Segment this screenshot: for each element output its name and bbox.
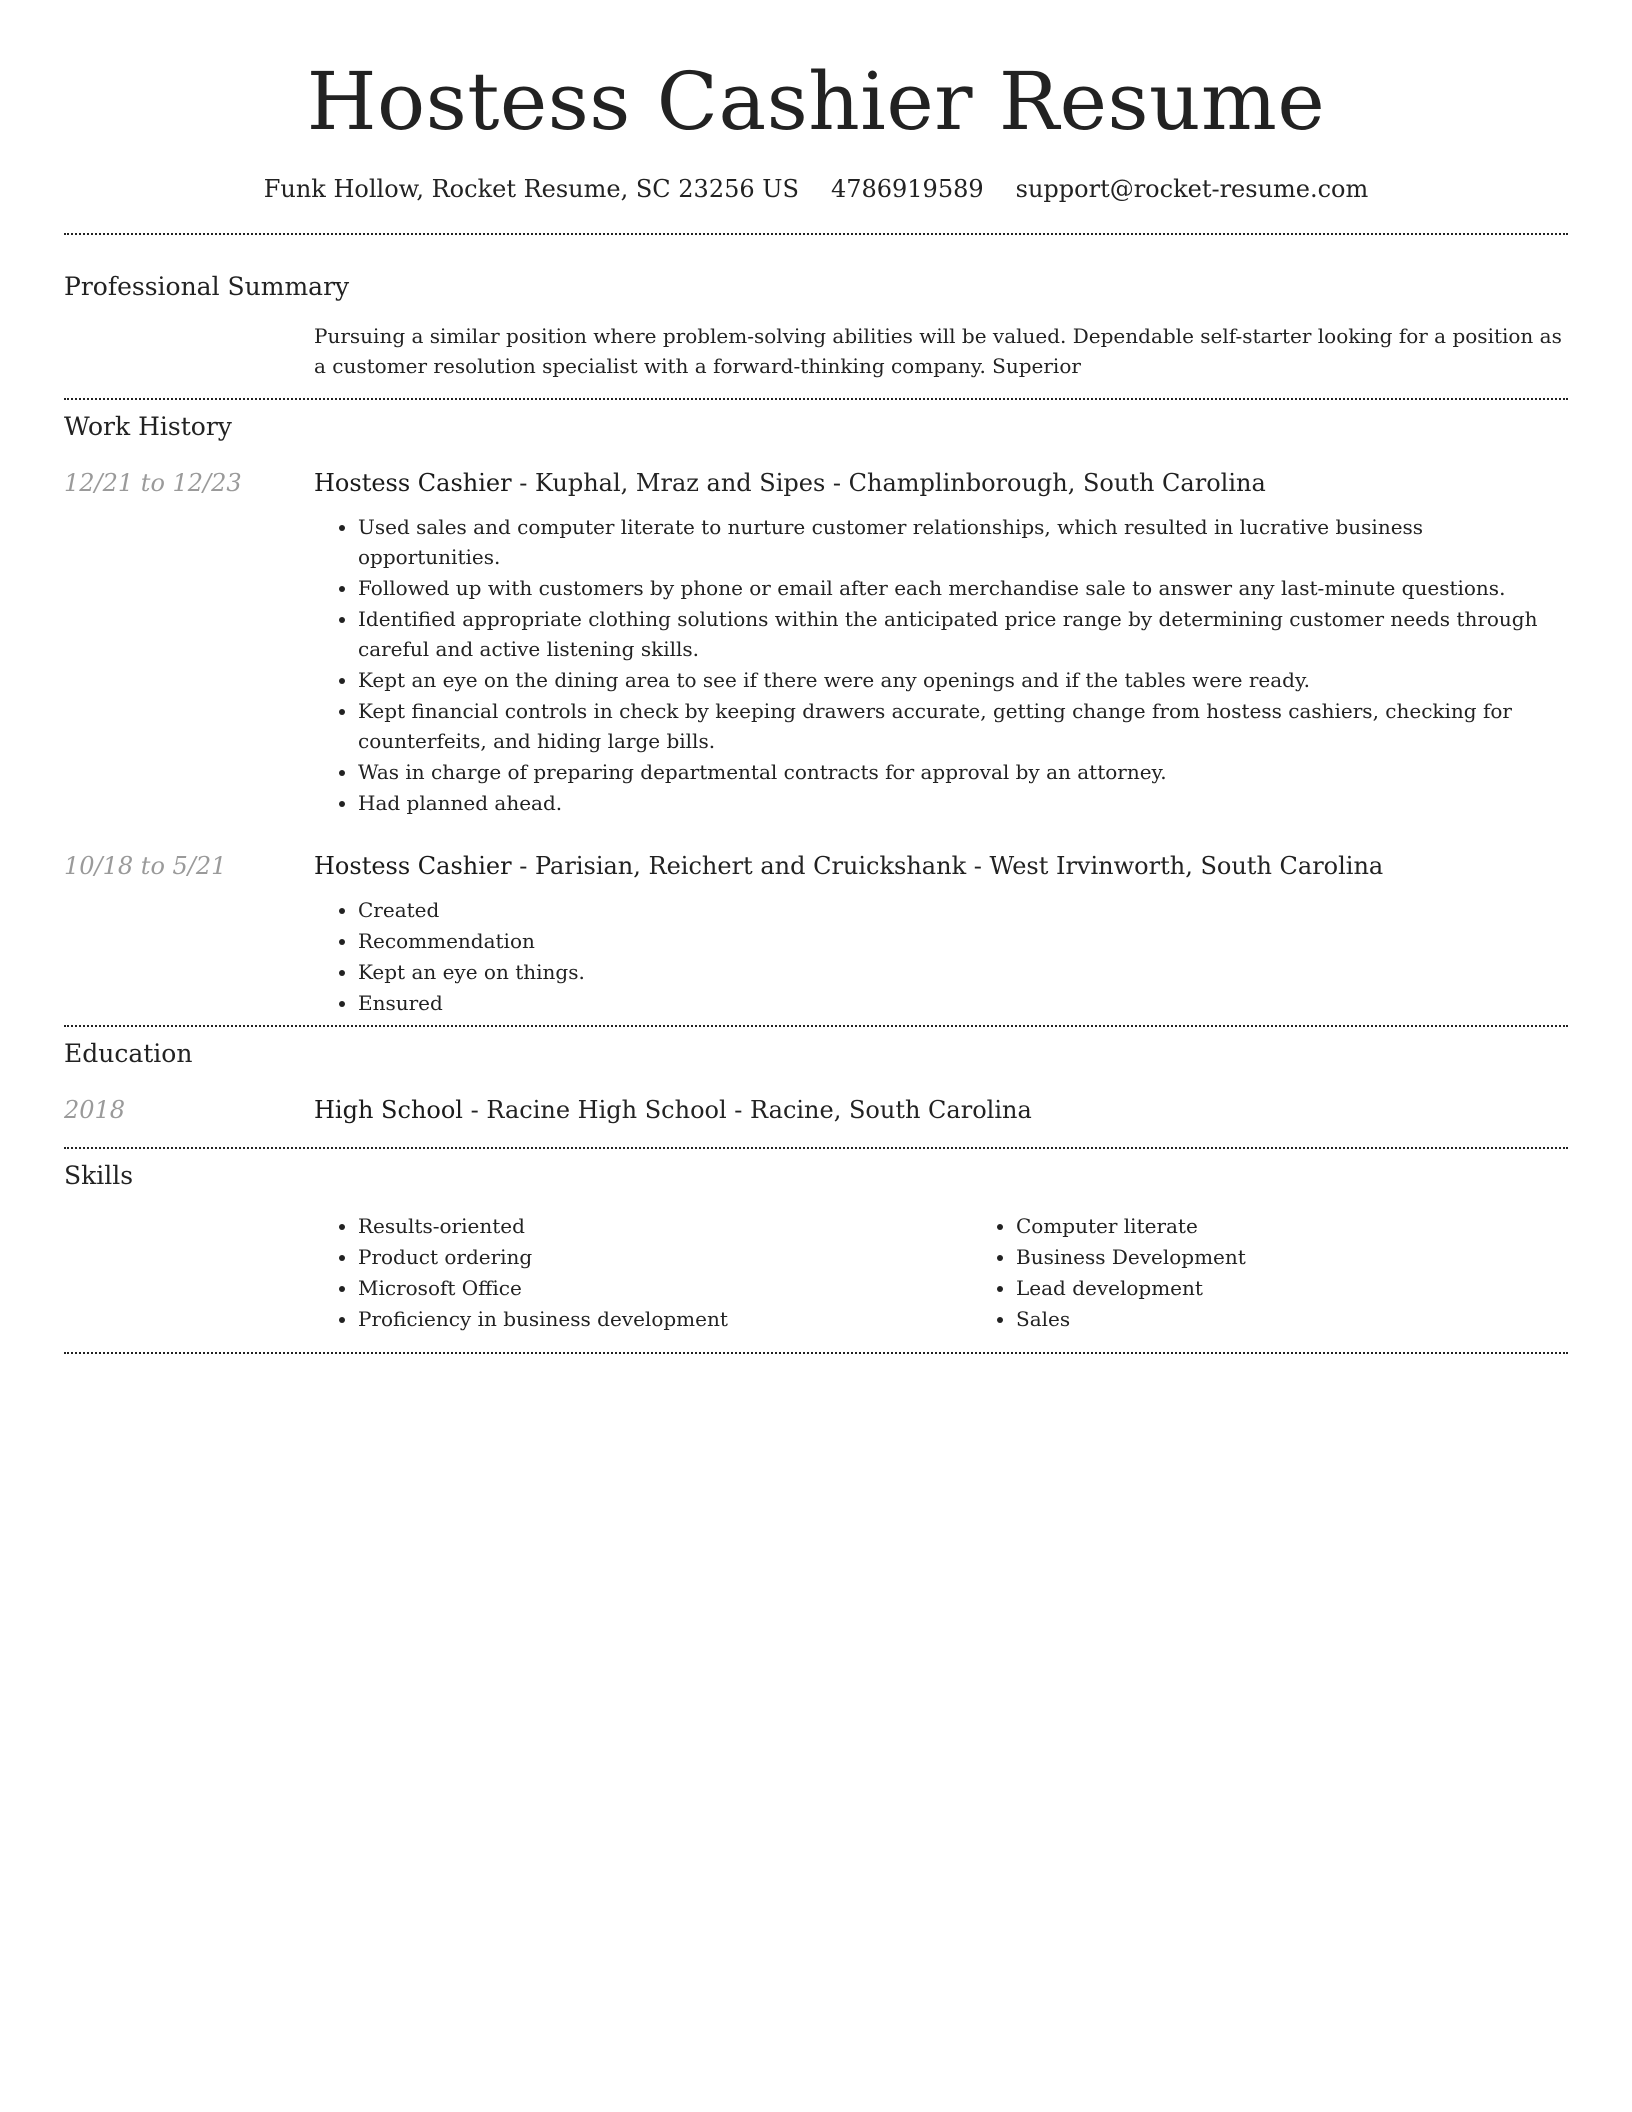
list-item: • Followed up with customers by phone or email after each merchandise sale to answer any last-minute questions. [358,573,1568,603]
list-item: • Had planned ahead. [358,788,1568,818]
summary-heading: Professional Summary [64,272,350,301]
list-item: • Ensured [358,988,1568,1018]
page-title: Hostess Cashier Resume [306,55,1326,148]
summary-text: Pursuing a similar position where problem-solving abilities will be valued. Dependable self-starter looking for a position as a customer resolution specialist with a forward-thinking company. Superior [314,324,1562,378]
job-title [314,849,1568,883]
list-item: • Used sales and computer literate to nurture customer relationships, which resulted in lucrative business opportunities. [358,512,1568,572]
education-heading: Education [64,1039,193,1068]
skills-grid [314,1211,1630,1335]
job-role: Hostess Cashier [314,852,512,880]
list-item: • Business Development [1016,1242,1630,1272]
list-item: • Identified appropriate clothing solutions within the anticipated price range by determining customer needs through careful and active listening skills. [358,604,1568,664]
job-dates: 10/18 to 5/21 [64,852,227,880]
education-degree: High School [314,1096,463,1124]
address: Funk Hollow, Rocket Resume, SC 23256 US [263,175,799,203]
divider [64,1352,1568,1354]
education-year: 2018 [64,1096,126,1124]
list-item: • Kept financial controls in check by keeping drawers accurate, getting change from hostess cashiers, checking for counterfeits, and hiding large bills. [358,696,1568,756]
list-item: • Sales [1016,1304,1630,1334]
job-details: - Kuphal, Mraz and Sipes - Champlinborough, South Carolina [511,469,1266,497]
list-item: • Computer literate [1016,1211,1630,1241]
list-item: • Results-oriented [358,1211,972,1241]
divider [64,1147,1568,1149]
education-section [64,1037,1568,1127]
resume-page [64,0,1568,1354]
job-dates: 12/21 to 12/23 [64,469,242,497]
list-item: • Kept an eye on the dining area to see if there were any openings and if the tables were ready. [358,665,1568,695]
email: support@rocket-resume.com [1015,175,1369,203]
divider [64,233,1568,235]
list-item: • Was in charge of preparing departmental contracts for approval by an attorney. [358,757,1568,787]
skills-heading: Skills [64,1161,134,1190]
work-section [64,410,1568,1019]
job-bullets [314,512,1568,818]
education-title [314,1093,1568,1127]
list-item: • Recommendation [358,926,1568,956]
job-entry [64,466,1568,819]
list-item: • Created [358,895,1568,925]
job-role: Hostess Cashier [314,469,512,497]
list-item: • Kept an eye on things. [358,957,1568,987]
job-title [314,466,1568,500]
job-entry [64,849,1568,1019]
skills-list-right [972,1211,1630,1335]
phone: 4786919589 [830,175,984,203]
list-item: • Proficiency in business development [358,1304,972,1334]
work-heading: Work History [64,412,232,441]
divider [64,398,1568,400]
divider [64,1025,1568,1027]
summary-section [64,270,1568,381]
skills-list-left [314,1211,972,1335]
list-item: • Lead development [1016,1273,1630,1303]
job-details: - Parisian, Reichert and Cruickshank - West Irvinworth, South Carolina [511,852,1384,880]
education-details: - Racine High School - Racine, South Carolina [462,1096,1032,1124]
education-entry [64,1093,1568,1127]
job-bullets [314,895,1568,1018]
list-item: • Product ordering [358,1242,972,1272]
list-item: • Microsoft Office [358,1273,972,1303]
contact-line [64,172,1568,206]
skills-section [64,1159,1568,1335]
